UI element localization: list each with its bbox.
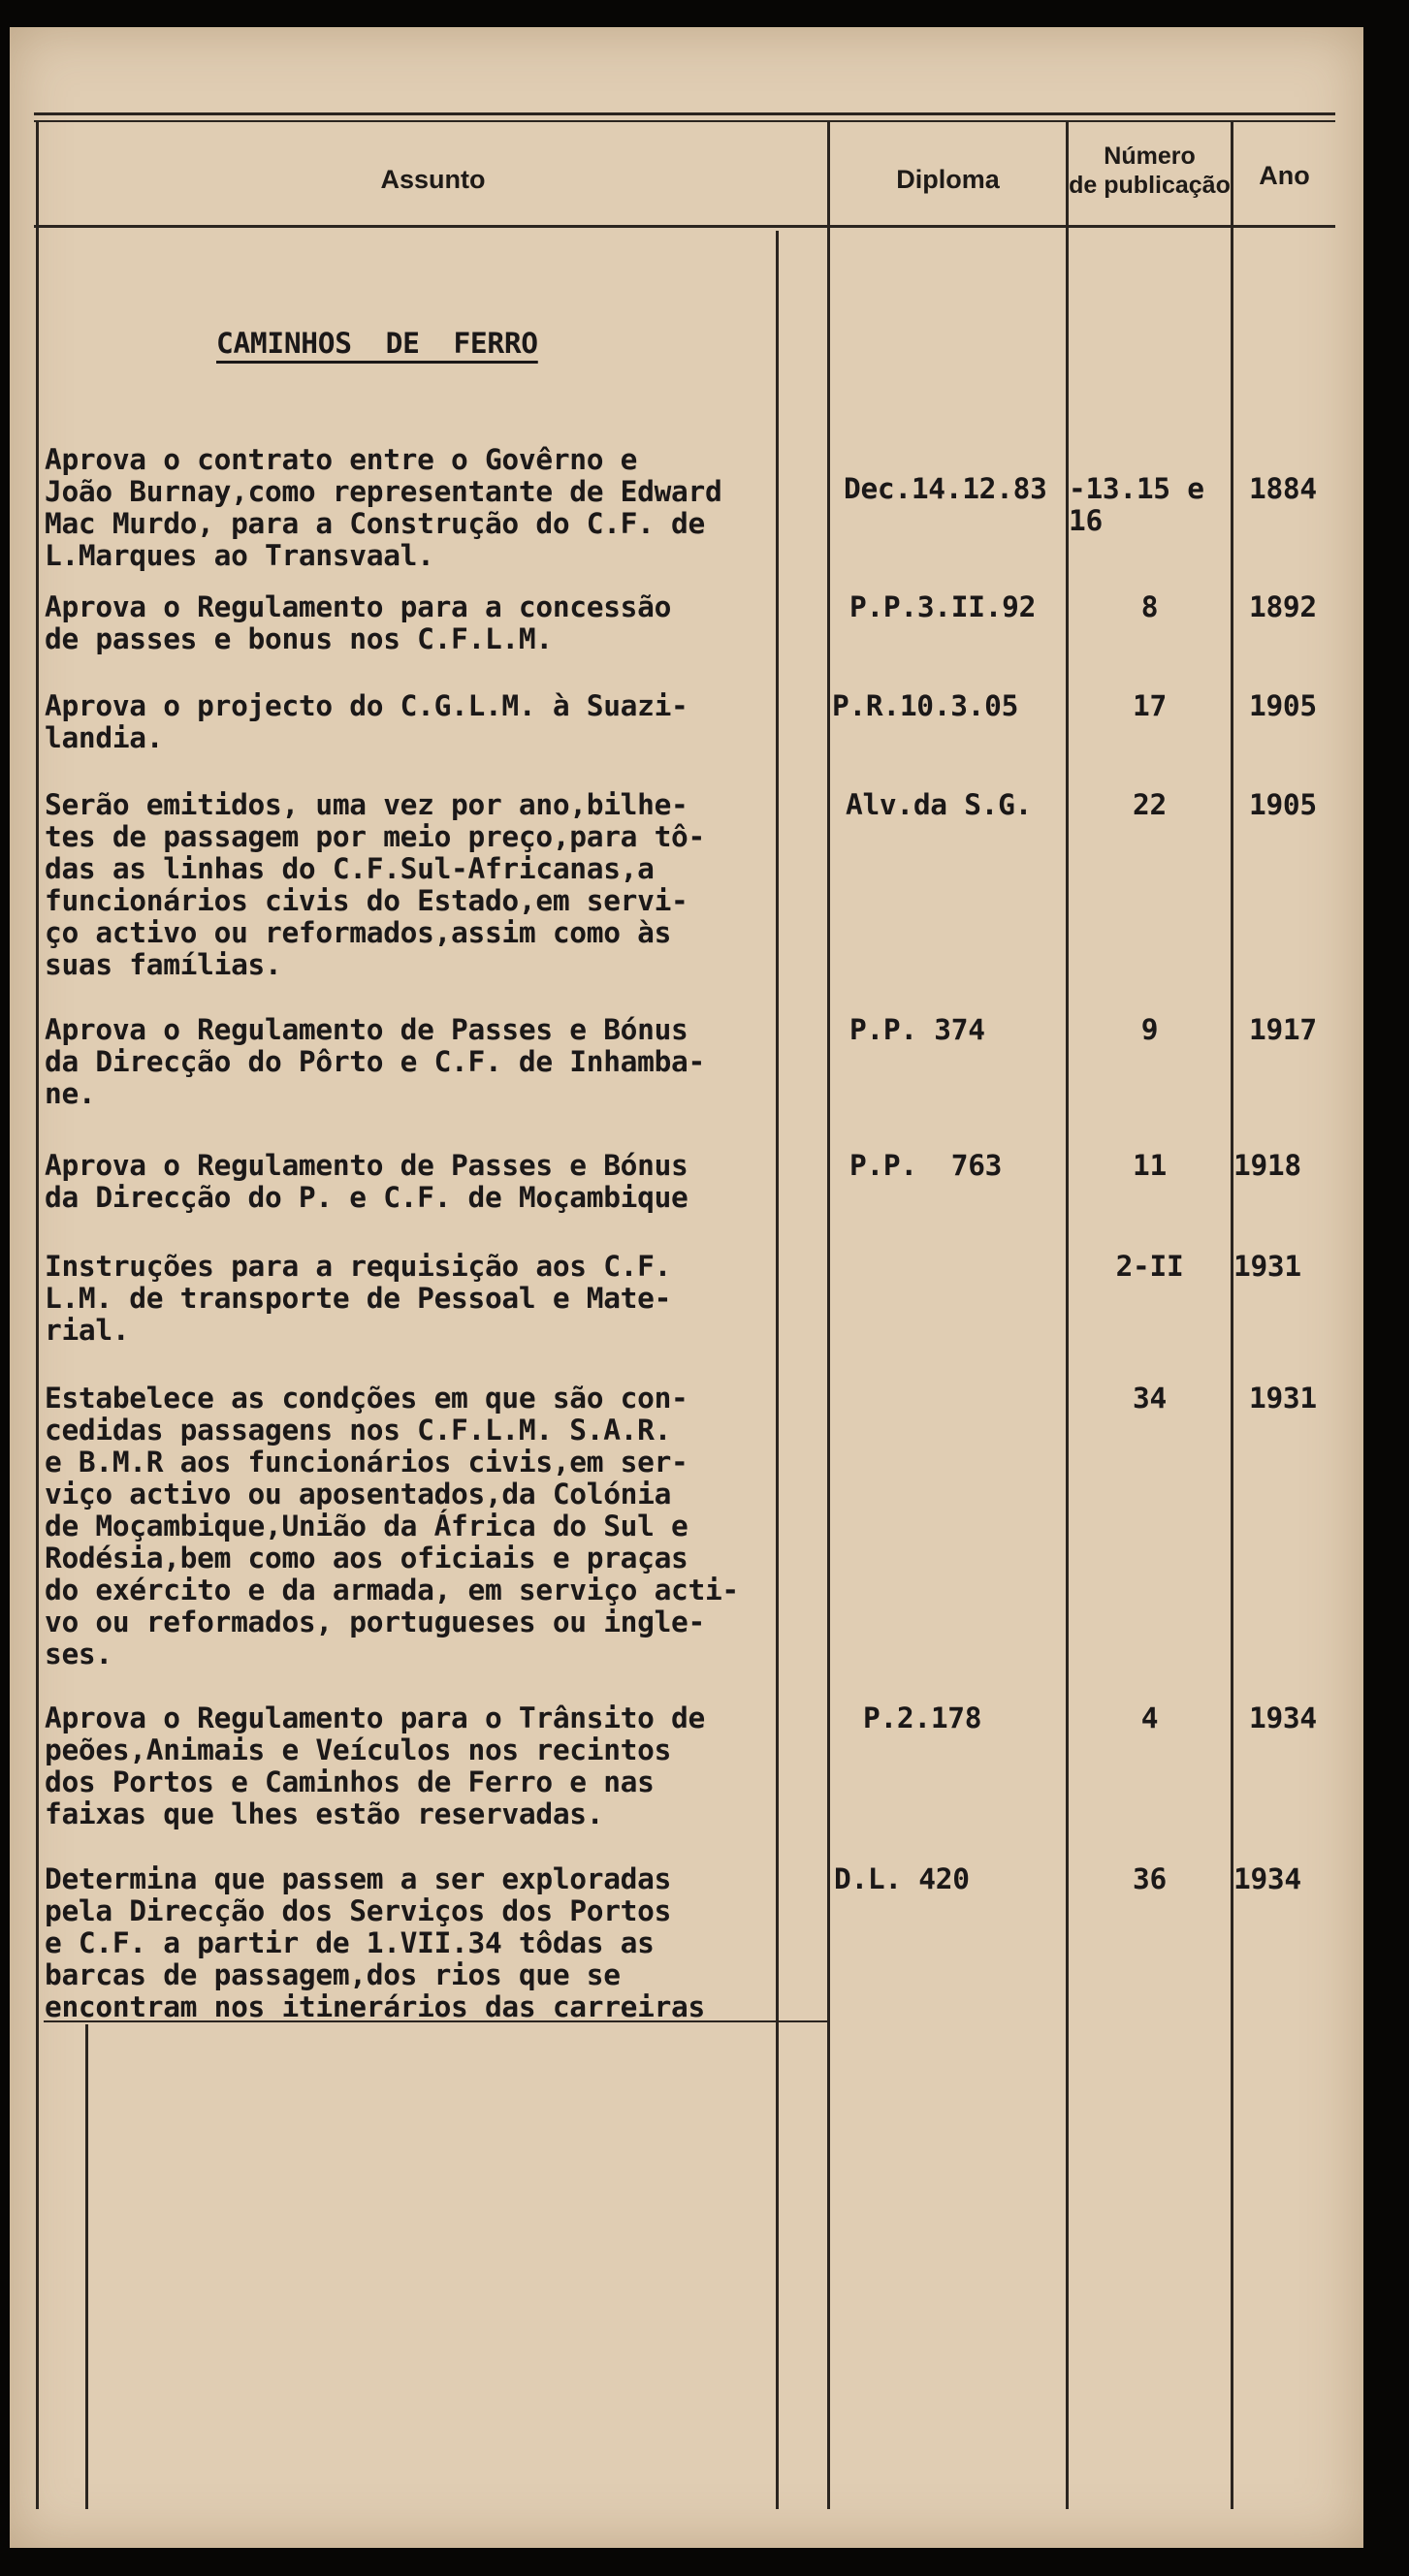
entry-9-assunto: Aprova o Regulamento para o Trânsito de peões,Animais e Veículos nos recintos dos Portos e Caminhos de Ferro e nas faixas que lhes estão reservadas. [45,1701,705,1830]
entry-1-ano: 1884 [1249,472,1317,505]
entry-2-numero: 8 [1140,590,1159,623]
ledger-page [10,27,1363,2548]
entry-2-diploma: P.P.3.II.92 [849,590,1037,623]
entry-6-diploma: P.P. 763 [849,1149,1003,1182]
top-rule [34,112,1335,115]
entry-5-ano: 1917 [1249,1013,1317,1046]
assunto-inner-line [776,231,779,2509]
entry-1-diploma: Dec.14.12.83 [844,472,1047,505]
top-rule-2 [34,120,1335,122]
lower-left-line [85,2024,88,2509]
header-diploma: Diploma [896,165,1000,194]
header-assunto: Assunto [380,165,486,194]
entry-3-diploma: P.R.10.3.05 [832,689,1019,722]
entry-2-ano: 1892 [1249,590,1317,623]
entry-8-numero: 34 [1133,1382,1167,1415]
entry-3-ano: 1905 [1249,689,1317,722]
entry-6-ano: 1918 [1233,1149,1301,1182]
entry-4-ano: 1905 [1249,788,1317,821]
entry-10-ano: 1934 [1233,1862,1301,1895]
entry-6-numero: 11 [1133,1149,1167,1182]
entry-2-assunto: Aprova o Regulamento para a concessão de passes e bonus nos C.F.L.M. [45,590,672,655]
section-title: CAMINHOS DE FERRO [216,327,538,360]
entry-5-assunto: Aprova o Regulamento de Passes e Bónus da Direcção do Pôrto e C.F. de Inhamba- ne. [45,1013,705,1110]
entry-4-assunto: Serão emitidos, uma vez por ano,bilhe- tes de passagem por meio preço,para tô- das as linhas do C.F.Sul-Africanas,a funcionários civis do Estado,em servi- ço activo ou reformados,assim como às suas famílias. [45,788,705,981]
entry-3-numero: 17 [1133,689,1167,722]
entry-9-diploma: P.2.178 [863,1701,982,1734]
entry-8-assunto: Estabelece as condções em que são con- cedidas passagens nos C.F.L.M. S.A.R. e B.M.R aos funcionários civis,em ser- viço activo ou aposentados,da Colónia de Moçambique,União da África do Sul e Rodésia,bem como aos oficiais e praças do exército e da armada, em serviço acti- vo ou reformados, portugueses ou ingle- ses. [45,1382,739,1670]
entry-7-numero: 2-II [1115,1250,1184,1283]
entry-5-numero: 9 [1140,1013,1159,1046]
entry-8-ano: 1931 [1249,1382,1317,1415]
header-numero: Número de publicação [1069,143,1231,199]
header-rule [34,225,1335,228]
numero-ano-divider [1231,122,1233,2509]
entry-9-ano: 1934 [1249,1701,1317,1734]
entry-10-diploma: D.L. 420 [834,1862,970,1895]
header-ano: Ano [1259,161,1310,190]
entry-1-assunto: Aprova o contrato entre o Govêrno e João Burnay,como representante de Edward Mac Murdo, para a Construção do C.F. de L.Marques ao Transvaal. [45,443,722,572]
entry-6-assunto: Aprova o Regulamento de Passes e Bónus da Direcção do P. e C.F. de Moçambique [45,1149,688,1214]
entry-1-numero: -13.15 e 16 [1069,472,1204,537]
entry-9-numero: 4 [1140,1701,1159,1734]
entry-7-ano: 1931 [1233,1250,1301,1283]
entry-10-assunto: Determina que passem a ser exploradas pela Direcção dos Serviços dos Portos e C.F. a partir de 1.VII.34 tôdas as barcas de passagem,dos rios que se encontram nos itinerários das carreiras [45,1862,705,2023]
entry-4-numero: 22 [1133,788,1167,821]
entry-10-numero: 36 [1133,1862,1167,1895]
entry-3-assunto: Aprova o projecto do C.G.L.M. à Suazi- landia. [45,689,688,754]
entry-5-diploma: P.P. 374 [849,1013,985,1046]
left-border [36,122,39,2509]
entry-7-assunto: Instruções para a requisição aos C.F. L.M. de transporte de Pessoal e Mate- rial. [45,1250,672,1347]
assunto-diploma-divider [827,122,830,2509]
entry-4-diploma: Alv.da S.G. [846,788,1033,821]
